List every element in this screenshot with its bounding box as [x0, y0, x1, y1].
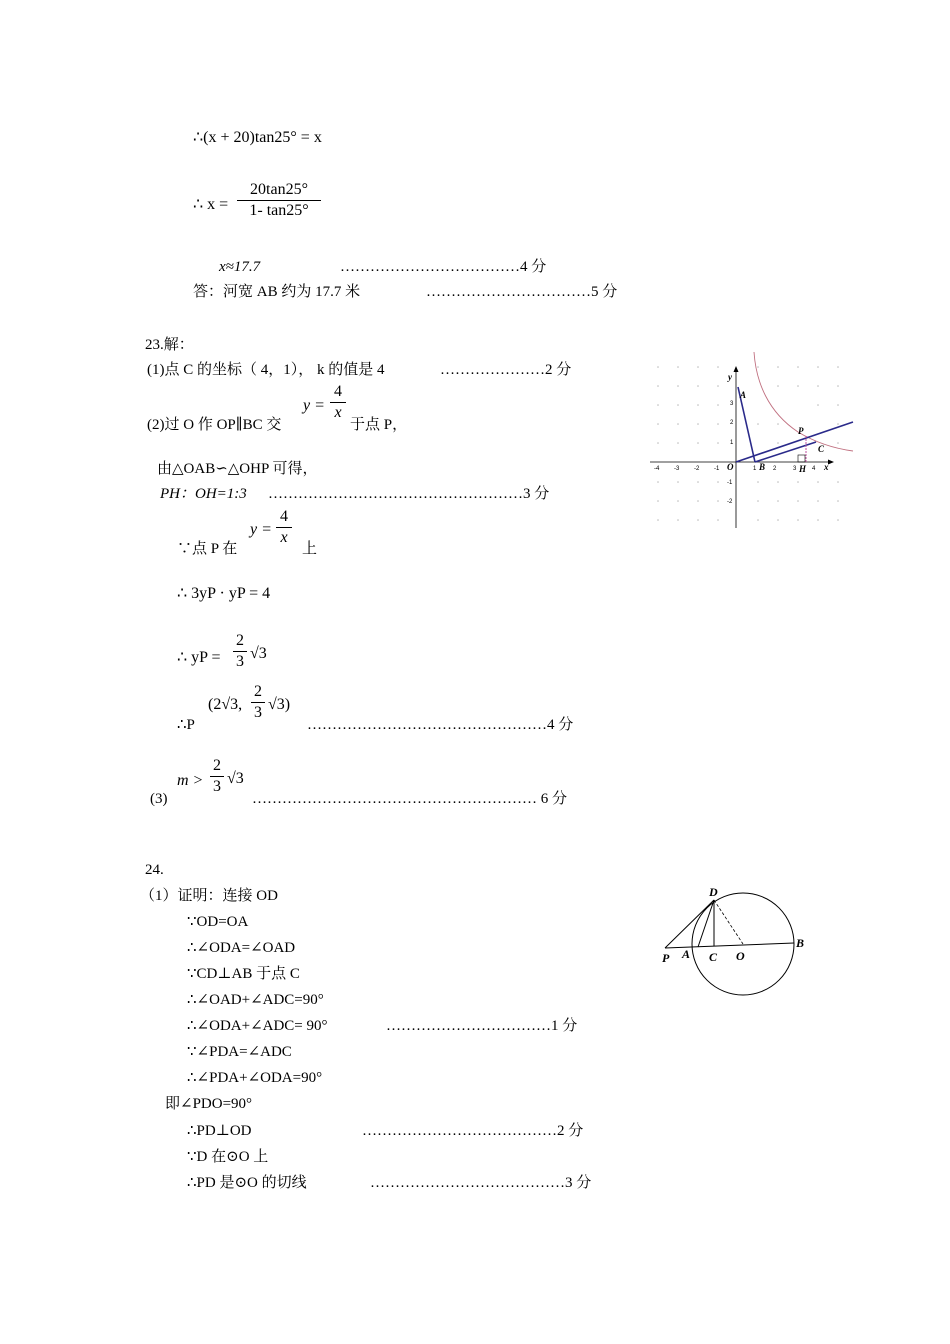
p24-line7: ∵∠PDA=∠ADC	[187, 1044, 292, 1060]
yp-den: 3	[236, 653, 244, 670]
label-a: A	[740, 390, 747, 400]
p23-yp-lhs: ∴ yP =	[177, 649, 221, 666]
p23-m-radical: √3	[227, 770, 244, 787]
p23-step1-score: …………………2 分	[440, 362, 572, 378]
tick-x-neg2: -2	[694, 466, 700, 472]
p23-p-coord-a: (2√3,	[208, 696, 243, 713]
p24-line8: ∴∠PDA+∠ODA=90°	[187, 1070, 323, 1086]
segment-do	[714, 900, 743, 944]
y-axis-arrow	[734, 366, 739, 372]
label-origin: O	[727, 462, 734, 472]
tick-x-3: 3	[793, 466, 797, 472]
p24-line2: ∵OD=OA	[187, 914, 249, 930]
tick-x-neg1: -1	[714, 466, 720, 472]
p23-ratio: PH：OH=1:3	[160, 486, 247, 502]
eq-x-fraction	[237, 182, 321, 219]
circle-figure	[660, 884, 820, 999]
p24-heading: 24.	[145, 862, 164, 878]
tick-x-1: 1	[753, 466, 757, 472]
p23-similar: 由△OAB∽△OHP 可得，	[157, 461, 318, 477]
line-pd	[665, 900, 714, 948]
p24-line11: ∵D 在⊙O 上	[187, 1149, 269, 1165]
p23-m-lhs: m >	[177, 772, 204, 789]
label-c-circle: C	[709, 950, 718, 964]
frac-y-label-2: y =	[250, 521, 272, 538]
frac-num-2: 4	[280, 508, 288, 525]
p24-line4: ∵CD⊥AB 于点 C	[187, 966, 300, 982]
p24-line12-score: …………………………………3 分	[370, 1175, 592, 1191]
frac-num: 4	[334, 383, 342, 400]
m-den: 3	[213, 778, 221, 795]
p23-p-score: …………………………………………4 分	[307, 717, 574, 733]
p24-line5: ∴∠OAD+∠ADC=90°	[187, 992, 324, 1008]
p23-m-frac	[210, 758, 224, 795]
label-h: H	[799, 464, 807, 474]
eq-x-lhs: ∴ x =	[193, 196, 229, 213]
tick-y-1: 1	[730, 440, 734, 446]
label-o-circle: O	[736, 949, 745, 963]
pc-den: 3	[254, 704, 262, 721]
p23-p-coord-b: √3)	[268, 696, 291, 713]
eq-tan-relation: ∴(x + 20)tan25° = x	[193, 129, 322, 146]
approx-score: ………………………………4 分	[340, 259, 547, 275]
p23-eq-yp: ∴ 3yP · yP = 4	[177, 585, 271, 602]
p24-line10: ∴PD⊥OD	[187, 1123, 252, 1139]
answer-line: 答：河宽 AB 约为 17.7 米	[193, 284, 361, 300]
p23-step3: (3)	[150, 791, 168, 807]
p23-step2-tail: 于点 P，	[350, 417, 408, 433]
p24-line10-score: …………………………………2 分	[362, 1123, 584, 1139]
tick-y-3: 3	[730, 401, 734, 407]
eq-x-numerator: 20tan25°	[250, 181, 308, 198]
segment-da	[698, 900, 714, 947]
x-axis-arrow	[828, 460, 834, 465]
label-p: P	[798, 426, 804, 436]
answer-score: ……………………………5 分	[426, 284, 618, 300]
eq-x-denominator: 1- tan25°	[249, 202, 309, 219]
p24-line12: ∴PD 是⊙O 的切线	[187, 1175, 307, 1191]
right-angle-mark	[798, 455, 805, 462]
yp-num: 2	[236, 632, 244, 649]
p23-yp-radical: √3	[250, 645, 267, 662]
p24-line6: ∴∠ODA+∠ADC= 90°	[187, 1018, 328, 1034]
frac-den: x	[334, 404, 342, 421]
frac-den-2: x	[280, 529, 288, 546]
label-b-circle: B	[796, 936, 805, 950]
tick-x-neg4: -4	[654, 466, 660, 472]
p24-line9: 即∠PDO=90°	[165, 1096, 253, 1112]
p23-step2: (2)过 O 作 OP∥BC 交	[147, 417, 282, 433]
p23-step3-score: ………………………………………………… 6 分	[252, 791, 568, 807]
p24-line3: ∴∠ODA=∠OAD	[187, 940, 296, 956]
p23-step1: (1)点 C 的坐标（ 4，1）， k 的值是 4	[147, 362, 385, 378]
label-b: B	[759, 462, 766, 472]
p23-because-tail: 上	[302, 541, 318, 557]
tick-x-4: 4	[812, 466, 816, 472]
tick-y-neg2: -2	[727, 499, 733, 505]
approx-value: x≈17.7	[219, 259, 261, 275]
label-c: C	[818, 444, 825, 454]
frac-4-over-x-2	[276, 509, 292, 546]
tick-x-2: 2	[773, 466, 777, 472]
label-a-circle: A	[682, 947, 691, 961]
label-p-circle: P	[662, 951, 670, 965]
label-d: D	[709, 885, 718, 899]
p23-yp-frac	[233, 633, 247, 670]
tick-y-2: 2	[730, 420, 734, 426]
p23-heading: 23.解：	[145, 337, 194, 353]
frac-y-label: y =	[303, 397, 325, 414]
label-x-axis: x	[824, 462, 829, 472]
p23-p-frac	[251, 684, 265, 721]
tick-y-neg1: -1	[727, 480, 733, 486]
label-y-axis: y	[728, 372, 732, 382]
coordinate-graph	[648, 352, 858, 530]
m-num: 2	[213, 757, 221, 774]
p23-p-label: ∴P	[177, 717, 195, 733]
p23-ratio-score: ……………………………………………3 分	[268, 486, 550, 502]
p24-line6-score: ……………………………1 分	[386, 1018, 578, 1034]
p24-line1: （1）证明：连接 OD	[140, 888, 278, 904]
frac-4-over-x	[330, 384, 346, 421]
p23-because: ∵点 P 在	[177, 541, 238, 557]
tick-x-neg3: -3	[674, 466, 680, 472]
pc-num: 2	[254, 683, 262, 700]
